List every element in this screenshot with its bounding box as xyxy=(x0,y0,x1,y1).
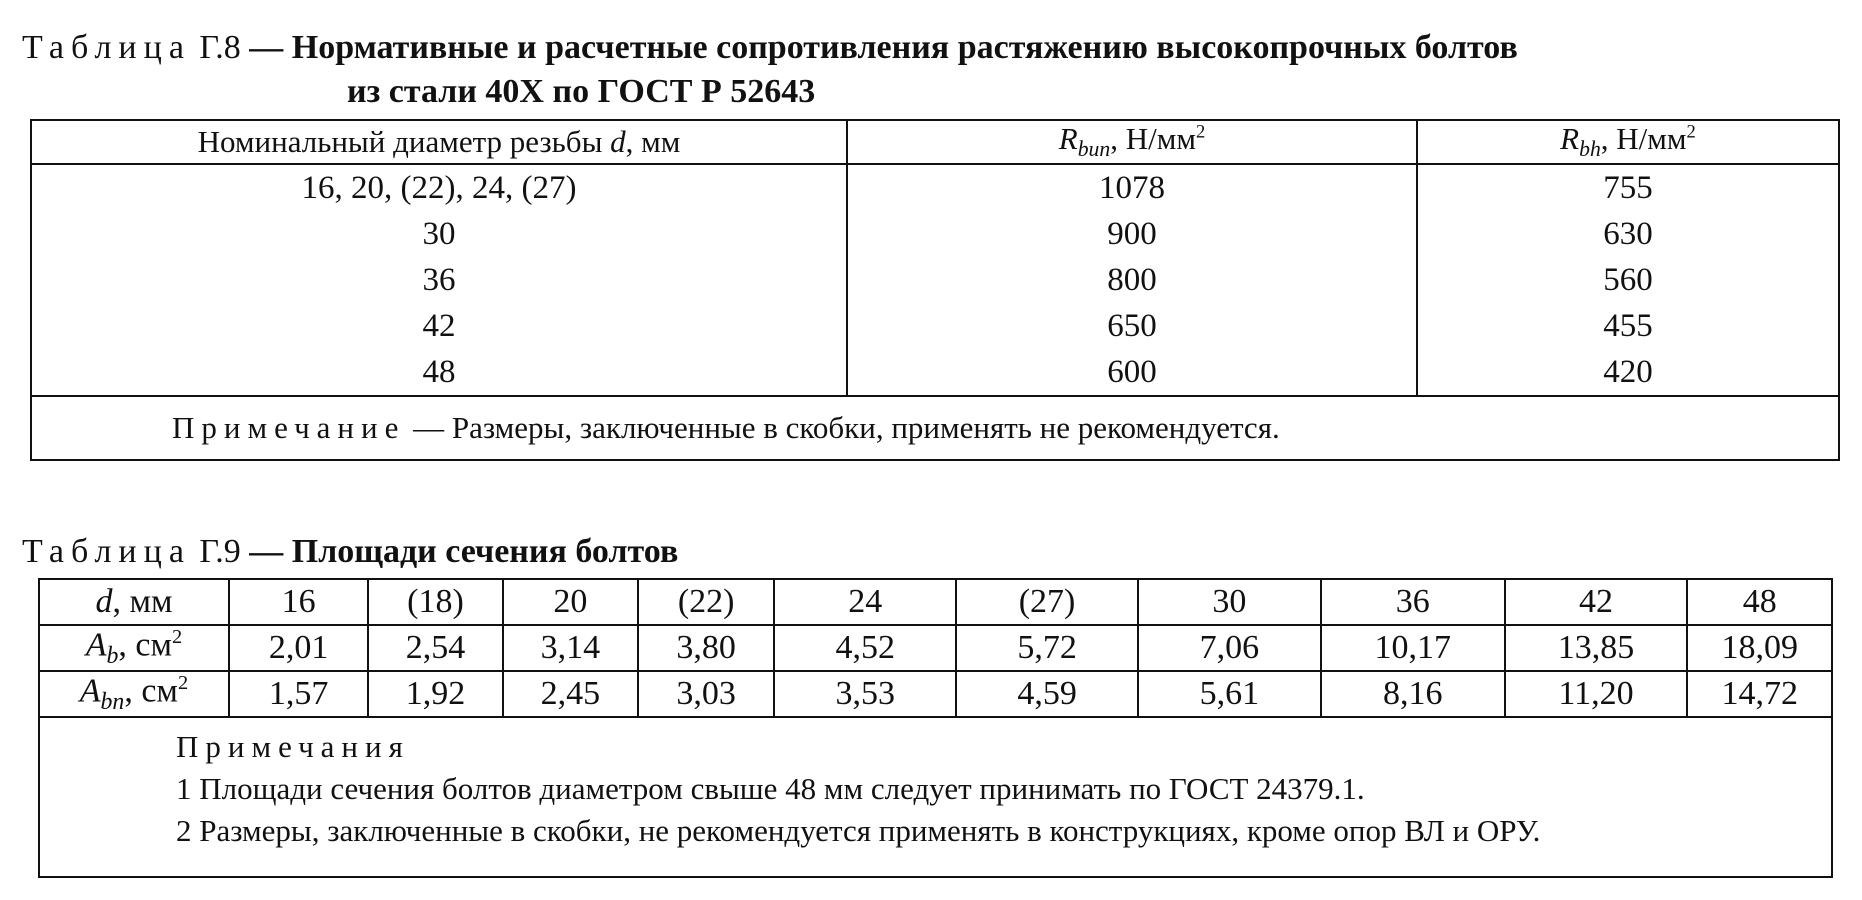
table-8-note-row xyxy=(31,396,1839,460)
row-label-d-var: d xyxy=(95,583,113,620)
table-cell: 3,53 xyxy=(774,671,956,717)
table-cell: 16 xyxy=(229,579,368,625)
table-8-caption-title-line2: из стали 40Х по ГОСТ Р 52643 xyxy=(347,73,816,110)
header-diameter xyxy=(31,120,847,164)
table-9-caption-dash: — xyxy=(249,533,284,570)
table-cell: 3,03 xyxy=(638,671,774,717)
header-rbh-sup: 2 xyxy=(1686,122,1696,144)
row-label-d-unit: , мм xyxy=(112,583,173,620)
table-cell: (22) xyxy=(638,579,774,625)
table-cell: 455 xyxy=(1603,308,1653,344)
header-rbun-var: R xyxy=(1058,121,1078,157)
row-label-abn xyxy=(39,671,229,717)
header-rbun xyxy=(847,120,1417,164)
table-cell: 30 xyxy=(422,216,456,252)
table-cell: 10,17 xyxy=(1321,625,1505,671)
header-rbh-unit: , Н/мм xyxy=(1600,121,1687,157)
header-rbh-sub: bh xyxy=(1579,137,1601,162)
table-cell: 48 xyxy=(422,354,456,390)
row-label-ab xyxy=(39,625,229,671)
header-rbun-sub: bun xyxy=(1077,137,1111,162)
header-rbh xyxy=(1417,120,1839,164)
table-9-caption-lead: Таблица xyxy=(22,533,191,570)
table-9-row-abn xyxy=(39,671,1832,717)
table-cell: 800 xyxy=(1107,262,1157,298)
table-8-caption-lead: Таблица xyxy=(22,29,191,66)
header-diameter-unit: , мм xyxy=(625,124,681,159)
table-8 xyxy=(30,119,1840,461)
table-cell: 650 xyxy=(1107,308,1157,344)
table-9-caption-title: Площади сечения болтов xyxy=(291,533,679,570)
row-label-ab-var: A xyxy=(85,626,107,664)
note-label: Примечание xyxy=(172,410,406,445)
row-label-ab-sup: 2 xyxy=(172,626,183,648)
table-cell: 5,72 xyxy=(956,625,1138,671)
table-cell: 2,01 xyxy=(229,625,368,671)
header-diameter-var: d xyxy=(610,124,626,159)
table-cell: 4,59 xyxy=(956,671,1138,717)
table-cell: 2,54 xyxy=(368,625,502,671)
table-cell: 36 xyxy=(422,262,456,298)
table-cell: 560 xyxy=(1603,262,1653,298)
row-label-abn-var: A xyxy=(79,672,101,710)
notes-label: Примечания xyxy=(176,729,410,765)
table-cell: 600 xyxy=(1107,354,1157,390)
table-cell: 4,52 xyxy=(774,625,956,671)
table-cell: 42 xyxy=(422,308,456,344)
table-8-caption-title: Нормативные и расчетные сопротивления растяжению высокопрочных болтов xyxy=(291,29,1518,66)
table-cell: 900 xyxy=(1107,216,1157,252)
column-diameter-values xyxy=(31,164,847,396)
row-label-abn-sup: 2 xyxy=(177,672,189,695)
row-label-ab-unit: , см xyxy=(118,626,172,664)
table-cell: 20 xyxy=(503,579,638,625)
table-8-caption xyxy=(22,28,1518,68)
table-cell: 48 xyxy=(1687,579,1832,625)
table-cell: 14,72 xyxy=(1687,671,1832,717)
table-cell: 18,09 xyxy=(1687,625,1832,671)
note-2: 2 Размеры, заключенные в скобки, не рекомендуется применять в конструкциях, кроме опор ВЛ и ОРУ. xyxy=(176,813,1541,849)
table-9-notes xyxy=(39,717,1832,877)
table-9-caption-number: Г.9 xyxy=(199,533,241,570)
header-rbun-unit: , Н/мм xyxy=(1110,121,1196,157)
table-9-row-ab xyxy=(39,625,1832,671)
table-9 xyxy=(38,578,1833,878)
table-9-notes-row xyxy=(39,717,1832,877)
table-9-caption xyxy=(22,532,678,572)
table-cell: 36 xyxy=(1321,579,1505,625)
table-cell: 1,57 xyxy=(229,671,368,717)
note-1: 1 Площади сечения болтов диаметром свыше 48 мм следует принимать по ГОСТ 24379.1. xyxy=(176,771,1365,807)
table-cell: 8,16 xyxy=(1321,671,1505,717)
table-cell: 16, 20, (22), 24, (27) xyxy=(301,170,577,206)
column-rbh-values xyxy=(1417,164,1839,396)
row-label-ab-sub: b xyxy=(106,643,119,670)
table-cell: 3,14 xyxy=(503,625,638,671)
header-rbh-var: R xyxy=(1560,121,1580,157)
table-8-caption-number: Г.8 xyxy=(199,29,241,66)
header-diameter-text: Номинальный диаметр резьбы xyxy=(197,124,611,159)
table-cell: 30 xyxy=(1138,579,1321,625)
note-text: — Размеры, заключенные в скобки, применять не рекомендуется. xyxy=(405,410,1280,445)
table-8-body-row xyxy=(31,164,1839,396)
table-cell: 24 xyxy=(774,579,956,625)
table-cell: 13,85 xyxy=(1505,625,1688,671)
row-label-diameter xyxy=(39,579,229,625)
table-8-note xyxy=(31,396,1839,460)
table-cell: 420 xyxy=(1603,354,1653,390)
table-cell: 3,80 xyxy=(638,625,774,671)
table-cell: 7,06 xyxy=(1138,625,1321,671)
table-cell: 11,20 xyxy=(1505,671,1688,717)
table-cell: (27) xyxy=(956,579,1138,625)
column-rbun-values xyxy=(847,164,1417,396)
table-cell: (18) xyxy=(368,579,502,625)
table-cell: 1078 xyxy=(1099,170,1165,206)
row-label-abn-unit: , см xyxy=(124,672,178,710)
table-8-caption-dash: — xyxy=(249,29,284,66)
row-label-abn-sub: bn xyxy=(100,689,125,716)
table-cell: 5,61 xyxy=(1138,671,1321,717)
table-cell: 2,45 xyxy=(503,671,638,717)
table-9-row-diameter xyxy=(39,579,1832,625)
table-cell: 755 xyxy=(1603,170,1653,206)
table-cell: 630 xyxy=(1603,216,1653,252)
table-cell: 1,92 xyxy=(368,671,502,717)
table-8-header-row xyxy=(31,120,1839,164)
table-cell: 42 xyxy=(1505,579,1688,625)
header-rbun-sup: 2 xyxy=(1195,122,1206,144)
